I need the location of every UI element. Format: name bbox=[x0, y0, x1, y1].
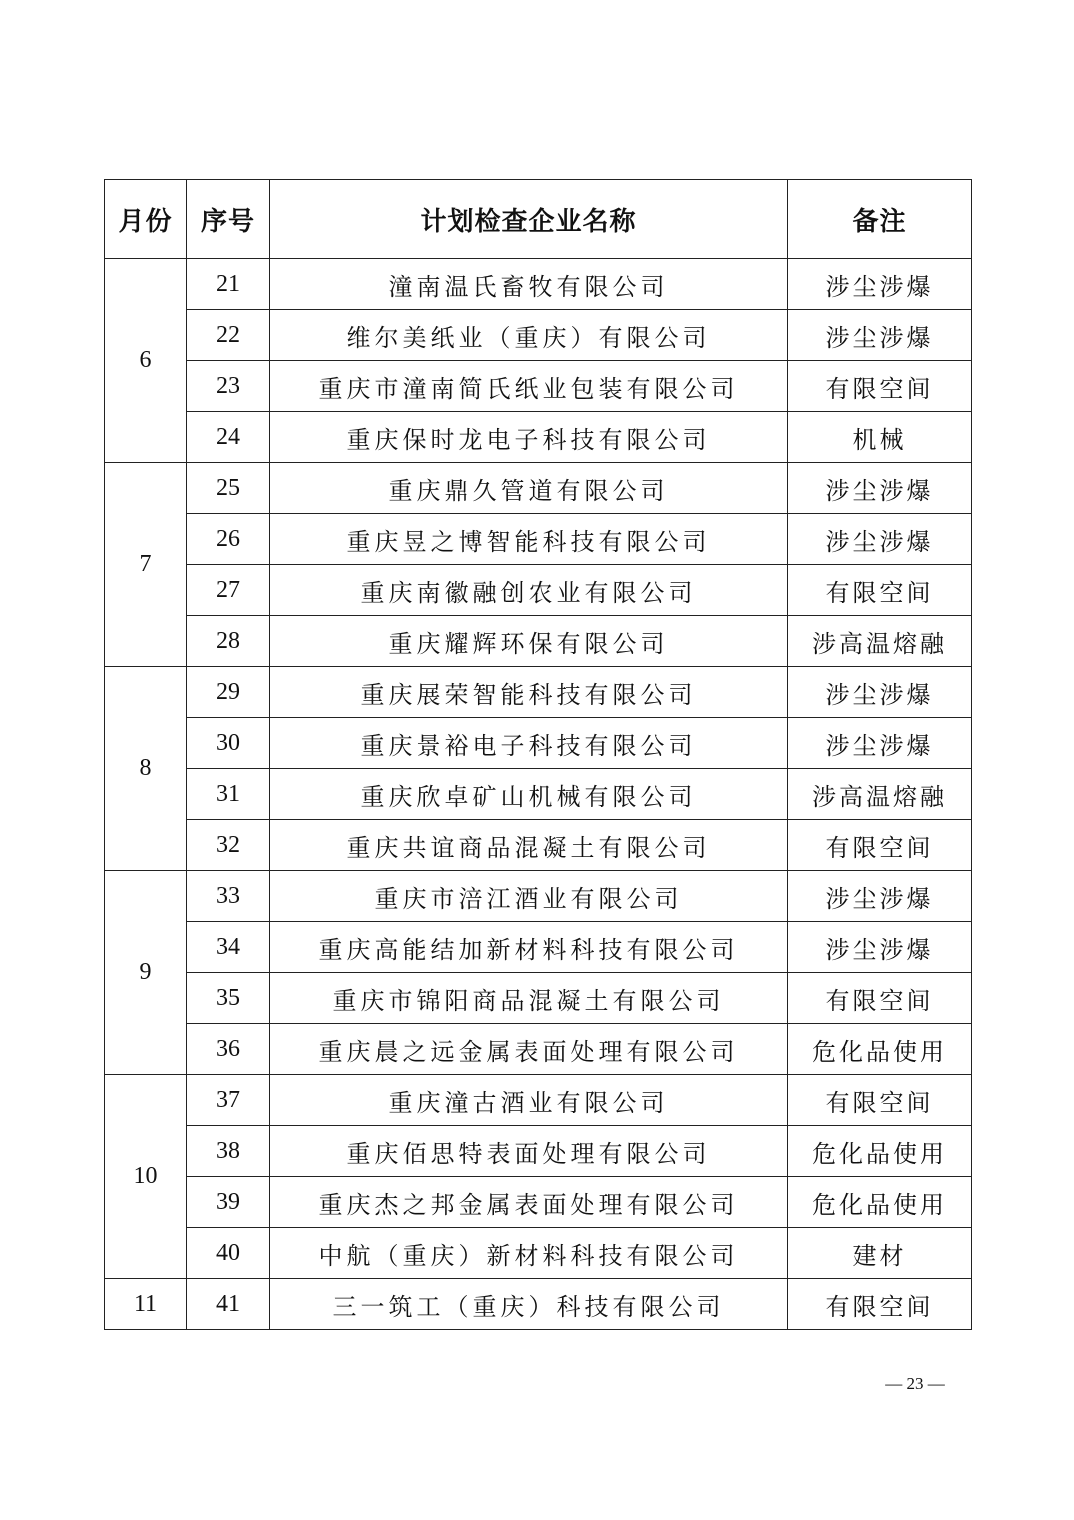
note-cell: 涉尘涉爆 bbox=[788, 514, 972, 565]
company-cell: 重庆佰思特表面处理有限公司 bbox=[270, 1126, 788, 1177]
seq-cell: 26 bbox=[187, 514, 270, 565]
note-cell: 涉高温熔融 bbox=[788, 769, 972, 820]
note-cell: 涉尘涉爆 bbox=[788, 259, 972, 310]
seq-cell: 37 bbox=[187, 1075, 270, 1126]
company-cell: 重庆潼古酒业有限公司 bbox=[270, 1075, 788, 1126]
month-cell: 11 bbox=[105, 1279, 187, 1330]
note-cell: 机械 bbox=[788, 412, 972, 463]
seq-cell: 22 bbox=[187, 310, 270, 361]
table-row bbox=[105, 616, 972, 667]
table-row bbox=[105, 1075, 972, 1126]
note-cell: 建材 bbox=[788, 1228, 972, 1279]
table-row bbox=[105, 1024, 972, 1075]
note-cell: 危化品使用 bbox=[788, 1024, 972, 1075]
company-cell: 三一筑工（重庆）科技有限公司 bbox=[270, 1279, 788, 1330]
seq-cell: 36 bbox=[187, 1024, 270, 1075]
note-cell: 涉尘涉爆 bbox=[788, 871, 972, 922]
inspection-plan-table bbox=[104, 179, 972, 1330]
table-row bbox=[105, 514, 972, 565]
table-row bbox=[105, 973, 972, 1024]
note-cell: 危化品使用 bbox=[788, 1177, 972, 1228]
company-cell: 重庆杰之邦金属表面处理有限公司 bbox=[270, 1177, 788, 1228]
table-row bbox=[105, 1228, 972, 1279]
company-cell: 重庆晨之远金属表面处理有限公司 bbox=[270, 1024, 788, 1075]
company-cell: 重庆市涪江酒业有限公司 bbox=[270, 871, 788, 922]
company-cell: 中航（重庆）新材料科技有限公司 bbox=[270, 1228, 788, 1279]
seq-cell: 21 bbox=[187, 259, 270, 310]
company-cell: 重庆高能结加新材料科技有限公司 bbox=[270, 922, 788, 973]
note-cell: 涉尘涉爆 bbox=[788, 922, 972, 973]
table-row bbox=[105, 412, 972, 463]
seq-cell: 33 bbox=[187, 871, 270, 922]
seq-cell: 30 bbox=[187, 718, 270, 769]
company-cell: 重庆市锦阳商品混凝土有限公司 bbox=[270, 973, 788, 1024]
company-cell: 维尔美纸业（重庆）有限公司 bbox=[270, 310, 788, 361]
company-cell: 重庆南徽融创农业有限公司 bbox=[270, 565, 788, 616]
table-row bbox=[105, 820, 972, 871]
table-row bbox=[105, 310, 972, 361]
note-cell: 有限空间 bbox=[788, 1279, 972, 1330]
seq-cell: 23 bbox=[187, 361, 270, 412]
company-cell: 重庆展荣智能科技有限公司 bbox=[270, 667, 788, 718]
note-cell: 涉高温熔融 bbox=[788, 616, 972, 667]
table-header bbox=[105, 180, 972, 259]
table-row bbox=[105, 565, 972, 616]
table-row bbox=[105, 361, 972, 412]
note-cell: 危化品使用 bbox=[788, 1126, 972, 1177]
seq-cell: 32 bbox=[187, 820, 270, 871]
company-cell: 重庆共谊商品混凝土有限公司 bbox=[270, 820, 788, 871]
note-cell: 涉尘涉爆 bbox=[788, 310, 972, 361]
company-cell: 重庆景裕电子科技有限公司 bbox=[270, 718, 788, 769]
seq-cell: 40 bbox=[187, 1228, 270, 1279]
note-cell: 涉尘涉爆 bbox=[788, 463, 972, 514]
month-cell: 8 bbox=[105, 667, 187, 871]
seq-cell: 41 bbox=[187, 1279, 270, 1330]
company-cell: 重庆昱之博智能科技有限公司 bbox=[270, 514, 788, 565]
note-cell: 有限空间 bbox=[788, 973, 972, 1024]
table-body bbox=[105, 259, 972, 1330]
month-cell: 6 bbox=[105, 259, 187, 463]
table-row bbox=[105, 1126, 972, 1177]
seq-cell: 31 bbox=[187, 769, 270, 820]
table-row bbox=[105, 463, 972, 514]
company-cell: 重庆欣卓矿山机械有限公司 bbox=[270, 769, 788, 820]
note-cell: 有限空间 bbox=[788, 820, 972, 871]
company-cell: 潼南温氏畜牧有限公司 bbox=[270, 259, 788, 310]
seq-cell: 35 bbox=[187, 973, 270, 1024]
table-row bbox=[105, 259, 972, 310]
table-row bbox=[105, 667, 972, 718]
note-cell: 有限空间 bbox=[788, 565, 972, 616]
table-row bbox=[105, 718, 972, 769]
table-row bbox=[105, 1177, 972, 1228]
seq-cell: 25 bbox=[187, 463, 270, 514]
seq-cell: 28 bbox=[187, 616, 270, 667]
header-month: 月份 bbox=[105, 180, 187, 259]
table-row bbox=[105, 1279, 972, 1330]
table-row bbox=[105, 922, 972, 973]
header-company: 计划检查企业名称 bbox=[270, 180, 788, 259]
table-row bbox=[105, 871, 972, 922]
table-row bbox=[105, 769, 972, 820]
seq-cell: 34 bbox=[187, 922, 270, 973]
month-cell: 9 bbox=[105, 871, 187, 1075]
seq-cell: 39 bbox=[187, 1177, 270, 1228]
seq-cell: 38 bbox=[187, 1126, 270, 1177]
header-note: 备注 bbox=[788, 180, 972, 259]
company-cell: 重庆保时龙电子科技有限公司 bbox=[270, 412, 788, 463]
month-cell: 10 bbox=[105, 1075, 187, 1279]
page-number: — 23 — bbox=[885, 1374, 945, 1393]
note-cell: 涉尘涉爆 bbox=[788, 667, 972, 718]
seq-cell: 24 bbox=[187, 412, 270, 463]
company-cell: 重庆鼎久管道有限公司 bbox=[270, 463, 788, 514]
header-row bbox=[105, 180, 972, 259]
company-cell: 重庆耀辉环保有限公司 bbox=[270, 616, 788, 667]
seq-cell: 29 bbox=[187, 667, 270, 718]
seq-cell: 27 bbox=[187, 565, 270, 616]
header-seq: 序号 bbox=[187, 180, 270, 259]
month-cell: 7 bbox=[105, 463, 187, 667]
company-cell: 重庆市潼南简氏纸业包装有限公司 bbox=[270, 361, 788, 412]
note-cell: 涉尘涉爆 bbox=[788, 718, 972, 769]
note-cell: 有限空间 bbox=[788, 361, 972, 412]
note-cell: 有限空间 bbox=[788, 1075, 972, 1126]
